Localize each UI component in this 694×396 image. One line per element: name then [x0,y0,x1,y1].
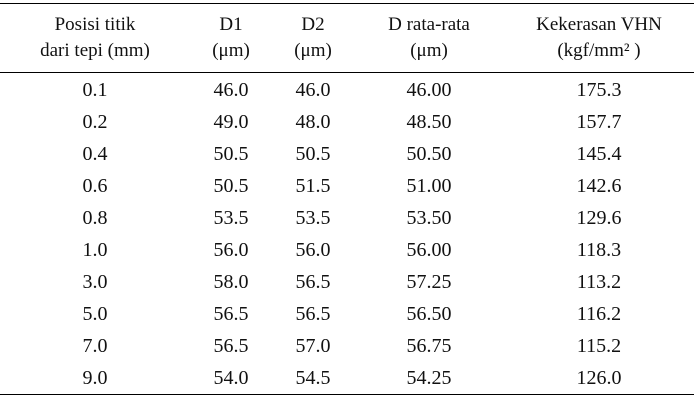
header-position [0,4,190,72]
table-bottom-rule [0,394,694,395]
table-row [0,266,694,298]
cell-hardness: 115.2 [576,334,622,357]
cell-d-average: 56.00 [406,238,452,261]
cell-position: 1.0 [82,238,108,261]
cell-hardness: 126.0 [576,366,622,389]
header-hardness [504,4,694,72]
header-d1 [190,4,272,72]
cell-d1: 53.5 [213,206,249,229]
table-row [0,362,694,394]
cell-d1: 50.5 [213,174,249,197]
cell-d-average: 57.25 [406,270,452,293]
header-hardness-line1: Kekerasan VHN [536,14,662,35]
cell-d2: 50.5 [295,142,331,165]
cell-d-average: 56.75 [406,334,452,357]
cell-d1: 54.0 [213,366,249,389]
cell-d2: 54.5 [295,366,331,389]
header-d1-line1: D1 [219,14,243,35]
cell-position: 9.0 [82,366,108,389]
table-row [0,234,694,266]
cell-hardness: 118.3 [576,238,622,261]
cell-position: 0.1 [82,78,108,101]
cell-position: 7.0 [82,334,108,357]
cell-hardness: 145.4 [576,142,622,165]
cell-position: 5.0 [82,302,108,325]
cell-hardness: 175.3 [576,78,622,101]
cell-d1: 49.0 [213,110,249,133]
cell-position: 3.0 [82,270,108,293]
cell-position: 0.4 [82,142,108,165]
table-row [0,72,694,106]
table-row [0,298,694,330]
cell-d2: 57.0 [295,334,331,357]
header-d2 [272,4,354,72]
header-d-average-line2: (μm) [410,40,448,61]
table-row [0,170,694,202]
cell-d1: 58.0 [213,270,249,293]
cell-d1: 50.5 [213,142,249,165]
cell-d2: 53.5 [295,206,331,229]
cell-hardness: 129.6 [576,206,622,229]
header-position-line2: dari tepi (mm) [40,40,150,61]
table-row [0,202,694,234]
table-row [0,330,694,362]
cell-position: 0.6 [82,174,108,197]
header-d2-line2: (μm) [294,40,332,61]
header-d1-line2: (μm) [212,40,250,61]
cell-position: 0.8 [82,206,108,229]
table-header-row [0,4,694,72]
cell-hardness: 113.2 [576,270,622,293]
table-row [0,138,694,170]
cell-d2: 46.0 [295,78,331,101]
cell-d1: 46.0 [213,78,249,101]
cell-d-average: 46.00 [406,78,452,101]
cell-d1: 56.5 [213,302,249,325]
cell-hardness: 116.2 [576,302,622,325]
cell-d2: 56.0 [295,238,331,261]
hardness-table [0,4,694,394]
cell-d-average: 56.50 [406,302,452,325]
header-d-average [354,4,504,72]
table-body [0,72,694,394]
cell-d-average: 51.00 [406,174,452,197]
header-d2-line1: D2 [301,14,325,35]
cell-hardness: 157.7 [576,110,622,133]
cell-position: 0.2 [82,110,108,133]
header-hardness-line2: (kgf/mm² ) [557,40,641,61]
cell-d2: 56.5 [295,270,331,293]
cell-d2: 51.5 [295,174,331,197]
header-d-average-line1: D rata-rata [388,14,470,35]
cell-d-average: 53.50 [406,206,452,229]
cell-d2: 48.0 [295,110,331,133]
cell-d-average: 54.25 [406,366,452,389]
table-row [0,106,694,138]
cell-d1: 56.5 [213,334,249,357]
cell-d-average: 50.50 [406,142,452,165]
cell-d1: 56.0 [213,238,249,261]
cell-hardness: 142.6 [576,174,622,197]
cell-d2: 56.5 [295,302,331,325]
header-position-line1: Posisi titik [54,14,136,35]
cell-d-average: 48.50 [406,110,452,133]
